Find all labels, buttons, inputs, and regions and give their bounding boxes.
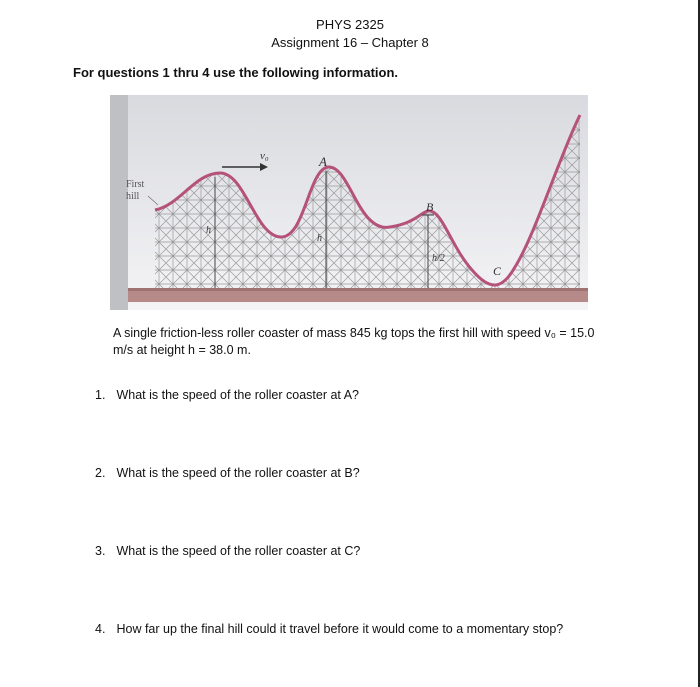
question-text: What is the speed of the roller coaster at A? [116, 388, 359, 402]
question-number: 2. [95, 466, 106, 480]
label-hill: hill [126, 191, 140, 202]
left-shade [110, 95, 128, 310]
label-v0: v₀ [260, 150, 269, 162]
question-4 [95, 622, 563, 636]
question-text: What is the speed of the roller coaster at C? [116, 544, 361, 558]
label-b: B [426, 200, 434, 214]
problem-description [113, 325, 643, 359]
question-2 [95, 466, 360, 480]
description-line-2: m/s at height h = 38.0 m. [113, 343, 251, 357]
roller-coaster-figure [110, 95, 588, 310]
ground-edge [128, 288, 588, 291]
title-block [0, 16, 700, 52]
question-1 [95, 388, 359, 402]
label-h-a: h [317, 233, 322, 244]
assignment-title: Assignment 16 – Chapter 8 [271, 35, 429, 50]
intro-text: For questions 1 thru 4 use the following information. [73, 65, 399, 80]
question-text: What is the speed of the roller coaster at B? [116, 466, 360, 480]
question-number: 3. [95, 544, 106, 558]
description-line-1: A single friction-less roller coaster of mass 845 kg tops the first hill with speed v₀ = 15.0 [113, 326, 595, 340]
question-number: 1. [95, 388, 106, 402]
roller-coaster-svg [110, 95, 588, 310]
label-first: First [126, 179, 145, 190]
label-a: A [319, 154, 327, 169]
question-text: How far up the final hill could it travel before it would come to a momentary stop? [116, 622, 564, 636]
question-3 [95, 544, 360, 558]
label-h-half: h/2 [432, 253, 445, 264]
label-c: C [493, 264, 502, 278]
question-number: 4. [95, 622, 106, 636]
label-h-first: h [206, 225, 211, 236]
course-title: PHYS 2325 [316, 17, 384, 32]
